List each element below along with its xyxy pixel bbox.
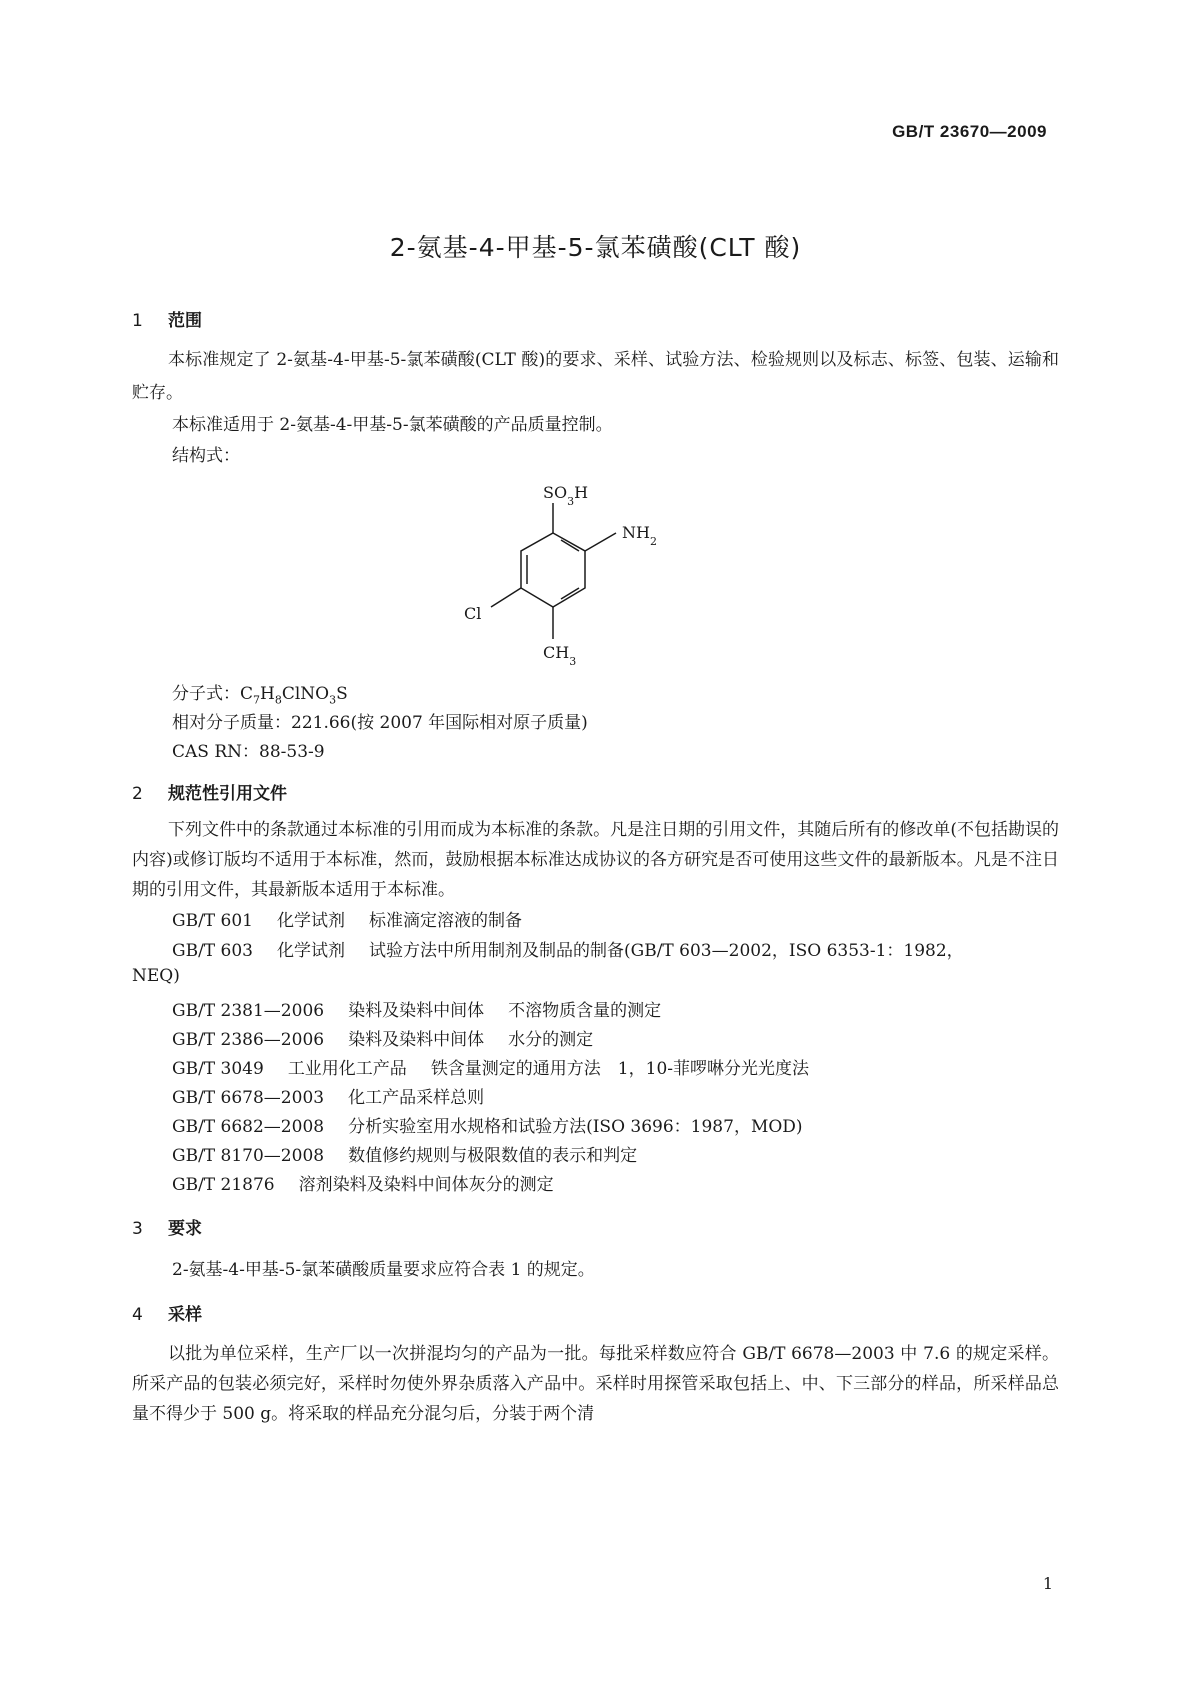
section-title: 采样 <box>168 1305 202 1325</box>
reference-category: 溶剂染料及染料中间体灰分的测定 <box>298 1175 554 1195</box>
reference-title: 水分的测定 <box>508 1030 594 1050</box>
section-3-paragraph: 2-氨基-4-甲基-5-氯苯磺酸质量要求应符合表 1 的规定。 <box>172 1260 595 1280</box>
bond-cl <box>491 588 521 607</box>
section-title: 规范性引用文件 <box>168 784 287 804</box>
reference-code: GB/T 21876 <box>172 1175 275 1195</box>
reference-item <box>172 906 522 931</box>
reference-item <box>172 1112 827 1137</box>
section-title: 要求 <box>168 1219 202 1239</box>
section-number: 4 <box>132 1305 143 1325</box>
page-number: 1 <box>1042 1574 1053 1593</box>
reference-title: 试验方法中所用制剂及制品的制备(GB/T 603—2002，ISO 6353-1：1982， <box>369 941 964 961</box>
document-title: 2-氨基-4-甲基-5-氯苯磺酸(CLT 酸) <box>389 233 802 262</box>
reference-item <box>172 1054 809 1079</box>
cas-number: CAS RN：88-53-9 <box>172 742 325 762</box>
structure-label: 结构式： <box>172 446 240 466</box>
reference-item <box>172 1170 578 1195</box>
reference-code: GB/T 8170—2008 <box>172 1146 325 1166</box>
section-4-paragraph: 以批为单位采样，生产厂以一次拼混均匀的产品为一批。每批采样数应符合 GB/T 6678—2003 中 7.6 的规定采样。所采产品的包装必须完好，采样时勿使外界杂质落入产品中。采样时用探管采取包括上、中、下三部分的样品，所采样品总量不得少于 500 g。将采取的样品充分混匀后，分装于两个清 <box>132 1344 1059 1424</box>
reference-title: 标准滴定溶液的制备 <box>369 911 522 931</box>
section-number: 3 <box>132 1219 143 1239</box>
reference-category: 化工产品采样总则 <box>348 1088 485 1108</box>
reference-category: 化学试剂 <box>277 911 345 931</box>
reference-code: GB/T 601 <box>172 911 253 931</box>
so3h-label: $SO_3H$ <box>543 483 589 508</box>
molecular-formula-line <box>172 679 348 706</box>
reference-code: GB/T 603 <box>172 941 253 961</box>
reference-category: 分析实验室用水规格和试验方法(ISO 3696：1987，MOD) <box>348 1117 803 1137</box>
reference-code: GB/T 2381—2006 <box>172 1001 325 1021</box>
reference-category: 染料及染料中间体 <box>348 1030 485 1050</box>
reference-title: 不溶物质含量的测定 <box>508 1001 662 1021</box>
reference-category: 工业用化工产品 <box>287 1059 407 1079</box>
reference-title: 铁含量测定的通用方法 1，10-菲啰啉分光光度法 <box>430 1059 810 1079</box>
section-number: 2 <box>132 784 143 804</box>
reference-item <box>172 1141 661 1166</box>
reference-item <box>172 1025 593 1050</box>
reference-code: GB/T 3049 <box>172 1059 264 1079</box>
section-1-paragraph-1: 本标准规定了 2-氨基-4-甲基-5-氯苯磺酸(CLT 酸)的要求、采样、试验方法、检验规则以及标志、标签、包装、运输和贮存。 <box>132 350 1059 403</box>
reference-category: 化学试剂 <box>277 941 345 961</box>
molecular-mass: 相对分子质量：221.66(按 2007 年国际相对原子质量) <box>172 713 588 733</box>
benzene-ring <box>491 503 616 639</box>
reference-continuation: NEQ) <box>132 966 180 986</box>
molecular-formula: $C_7H_8ClNO_3S$ <box>240 684 348 707</box>
section-1-paragraph-2: 本标准适用于 2-氨基-4-甲基-5-氯苯磺酸的产品质量控制。 <box>172 415 613 435</box>
section-3-heading <box>132 1214 202 1239</box>
section-number: 1 <box>132 311 143 331</box>
reference-item <box>172 1083 508 1108</box>
reference-code: GB/T 6682—2008 <box>172 1117 325 1137</box>
section-title: 范围 <box>168 311 202 331</box>
nh2-label: $NH_2$ <box>622 523 657 548</box>
reference-category: 染料及染料中间体 <box>348 1001 485 1021</box>
section-2-heading <box>132 779 287 804</box>
standard-number: GB/T 23670—2009 <box>892 122 1047 141</box>
reference-item <box>172 996 661 1021</box>
section-1-heading <box>132 306 202 331</box>
reference-category: 数值修约规则与极限数值的表示和判定 <box>348 1146 638 1166</box>
section-2-intro: 下列文件中的条款通过本标准的引用而成为本标准的条款。凡是注日期的引用文件，其随后所有的修改单(不包括勘误的内容)或修订版均不适用于本标准，然而，鼓励根据本标准达成协议的各方研究是否可使用这些文件的最新版本。凡是不注日期的引用文件，其最新版本适用于本标准。 <box>132 820 1059 900</box>
cl-label: Cl <box>464 604 482 623</box>
reference-item <box>172 936 964 961</box>
molecular-formula-label: 分子式： <box>172 684 240 704</box>
section-4-heading <box>132 1300 202 1325</box>
bond-nh2 <box>585 533 616 551</box>
structural-formula <box>440 476 700 676</box>
ch3-label: $CH_3$ <box>543 643 577 668</box>
reference-code: GB/T 2386—2006 <box>172 1030 325 1050</box>
reference-code: GB/T 6678—2003 <box>172 1088 325 1108</box>
